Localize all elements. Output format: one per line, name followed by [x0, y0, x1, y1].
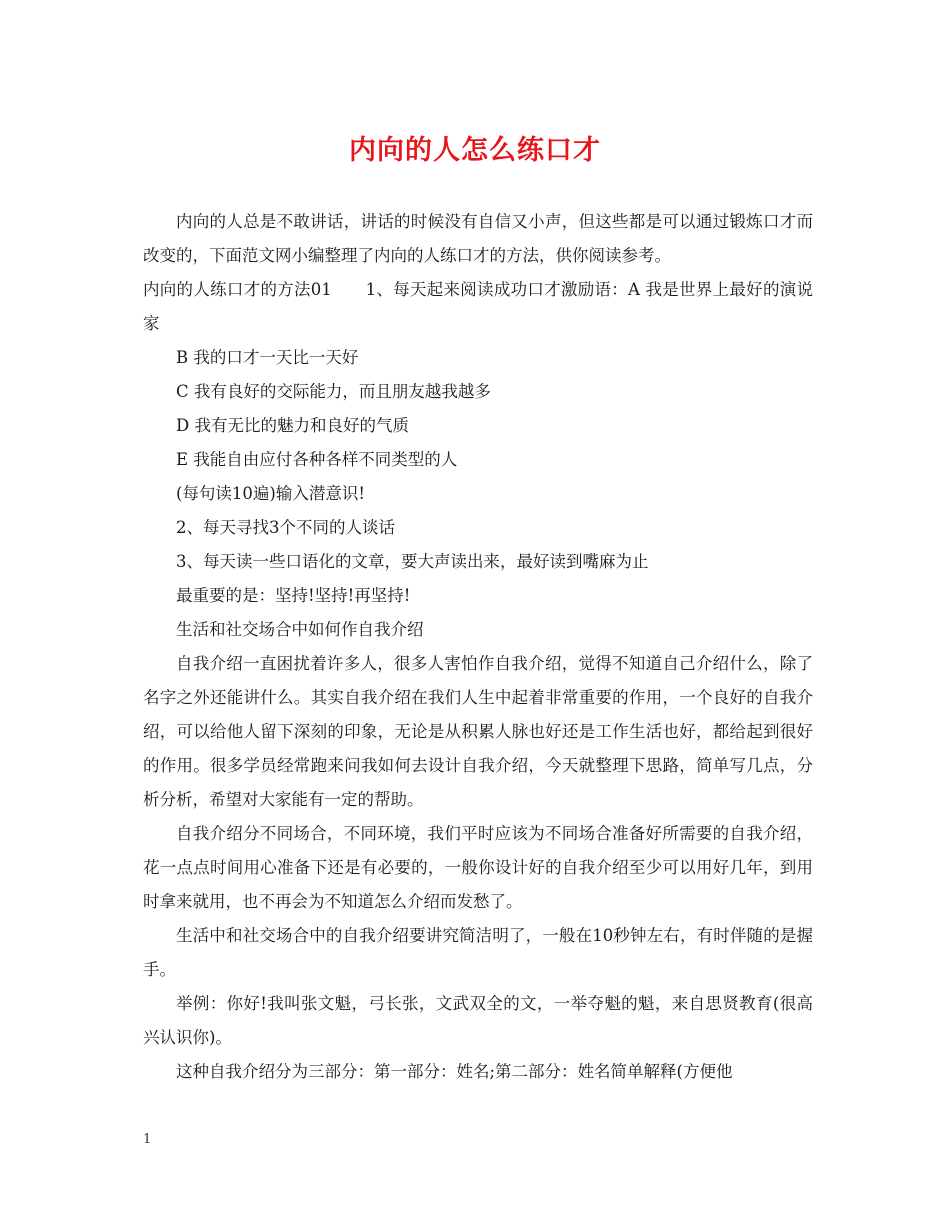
list-item: E 我能自由应付各种各样不同类型的人 [176, 450, 458, 469]
list-item: 最重要的是：坚持!坚持!再坚持! [176, 586, 411, 605]
list-item: (每句读10遍)输入潜意识! [176, 484, 366, 503]
body-paragraph: 自我介绍一直困扰着许多人，很多人害怕作自我介绍，觉得不知道自己介绍什么，除了名字之外还能讲什么。其实自我介绍在我们人生中起着非常重要的作用，一个良好的自我介绍，可以给他人留下深刻的印象，无论是从积累人脉也好还是工作生活也好，都给起到很好的作用。很多学员经常跑来问我如何去设计自我介绍，今天就整理下思路，简单写几点，分析分析，希望对大家能有一定的帮助。 [143, 654, 813, 809]
list-item: 2、每天寻找3个不同的人谈话 [176, 518, 395, 537]
intro-paragraph: 内向的人总是不敢讲话，讲话的时候没有自信又小声，但这些都是可以通过锻炼口才而改变的，下面范文网小编整理了内向的人练口才的方法，供你阅读参考。 [143, 212, 813, 265]
list-item: D 我有无比的魅力和良好的气质 [176, 416, 409, 435]
body-paragraph: 举例：你好!我叫张文魁，弓长张，文武双全的文，一举夺魁的魁，来自思贤教育(很高兴认识你)。 [143, 994, 813, 1047]
list-item: C 我有良好的交际能力，而且朋友越我越多 [176, 382, 491, 401]
document-title: 内向的人怎么练口才 [349, 135, 601, 166]
page-number: 1 [143, 1132, 152, 1147]
body-paragraph: 自我介绍分不同场合，不同环境，我们平时应该为不同场合准备好所需要的自我介绍，花一点点时间用心准备下还是有必要的，一般你设计好的自我介绍至少可以用好几年，到用时拿来就用，也不再会为不知道怎么介绍而发愁了。 [143, 824, 813, 911]
body-paragraph: 这种自我介绍分为三部分：第一部分：姓名;第二部分：姓名简单解释(方便他 [176, 1062, 733, 1081]
list-item: B 我的口才一天比一天好 [176, 348, 359, 367]
method-heading-line: 内向的人练口才的方法01 1、每天起来阅读成功口才激励语：A 我是世界上最好的演说家 [143, 280, 813, 333]
list-item: 3、每天读一些口语化的文章，要大声读出来，最好读到嘴麻为止 [176, 552, 649, 571]
section-heading: 生活和社交场合中如何作自我介绍 [176, 620, 424, 639]
document-body [143, 205, 813, 1089]
body-paragraph: 生活中和社交场合中的自我介绍要讲究简洁明了，一般在10秒钟左右，有时伴随的是握手。 [143, 926, 813, 979]
